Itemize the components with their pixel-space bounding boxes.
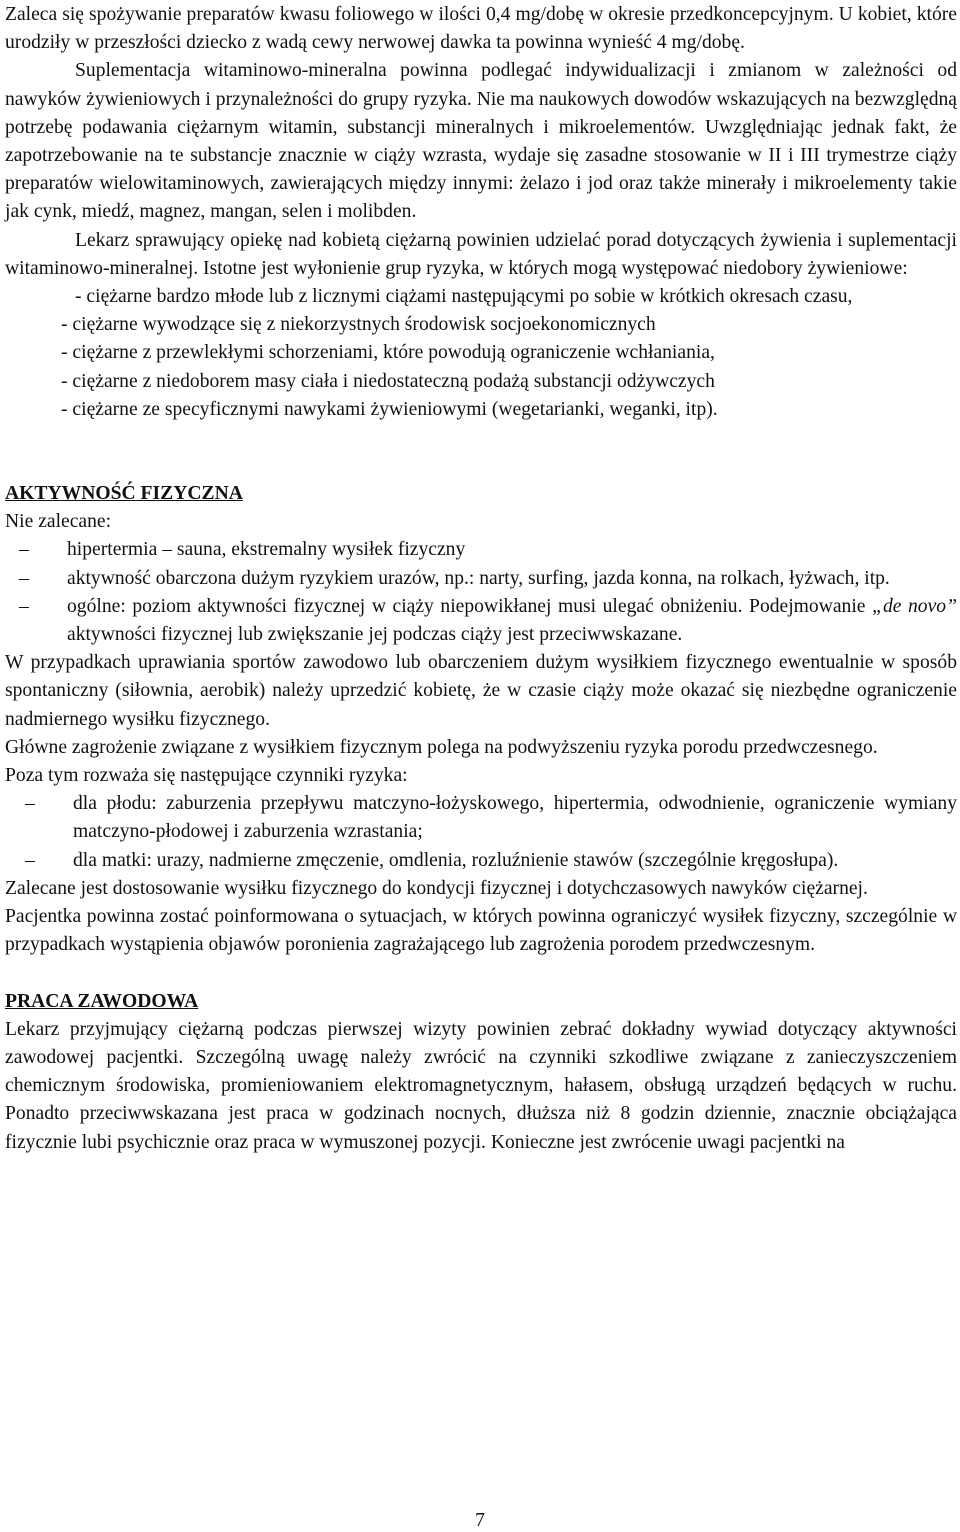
- not-recommended-item: [5, 536, 957, 564]
- not-recommended-item-text: hipertermia – sauna, ekstremalny wysiłek fizyczny: [67, 539, 466, 561]
- work-paragraph: Lekarz przyjmujący ciężarną podczas pierwszej wizyty powinien zebrać dokładny wywiad dotyczący aktywności zawodowej pacjentki. Szczególną uwagę należy zwrócić na czynniki szkodliwe związane z zanieczyszczeniem chemicznym środowiska, promieniowaniem elektromagnetycznym, hałasem, obsługą urządzeń będących w ruchu. Ponadto przeciwwskazana jest praca w godzinach nocnych, dłuższa niż 8 godzin dziennie, znacznie obciążająca fizycznie lubi psychicznie oraz praca w wymuszonej pozycji. Konieczne jest zwrócenie uwagi pacjentki na: [5, 1018, 957, 1153]
- recommended-paragraph: Zalecane jest dostosowanie wysiłku fizycznego do kondycji fizycznej i dotychczasowych nawyków ciężarnej.: [5, 877, 868, 899]
- general-activity-text: [67, 596, 957, 645]
- risk-group-item: - ciężarne ze specyficznymi nawykami żywieniowymi (wegetarianki, weganki, itp).: [61, 398, 718, 420]
- dash-bullet: –: [19, 595, 29, 617]
- risk-factors-intro: Poza tym rozważa się następujące czynniki ryzyka:: [5, 765, 408, 787]
- doctor-advice-paragraph: Lekarz sprawujący opiekę nad kobietą ciężarną powinien udzielać porad dotyczących żywienia i suplementacji witaminowo-mineralnej. Istotne jest wyłonienie grup ryzyka, w których mogą występować niedobory żywieniowe:: [5, 229, 957, 279]
- risk-group-item: - ciężarne wywodzące się z niekorzystnych środowisk socjoekonomicznych: [61, 314, 656, 336]
- not-recommended-item: [5, 593, 957, 649]
- risk-groups-list: [5, 283, 957, 424]
- folic-acid-paragraph: Zaleca się spożywanie preparatów kwasu foliowego w ilości 0,4 mg/dobę w okresie przedkoncepcyjnym. U kobiet, które urodziły w przeszłości dziecko z wadą cewy nerwowej dawka ta powinna wynieść 4 mg/dobę.: [5, 4, 957, 54]
- sport-paragraph: W przypadkach uprawiania sportów zawodowo lub obarczeniem dużym wysiłkiem fizycznego ewentualnie w sposób spontaniczny (siłownia, aerobik) należy uprzedzić kobietę, że w czasie ciąży może okazać się niezbędne ograniczenie nadmiernego wysiłku fizycznego.: [5, 652, 957, 730]
- inform-patient-paragraph: Pacjentka powinna zostać poinformowana o sytuacjach, w których powinna ograniczyć wysiłek fizyczny, szczególnie w przypadkach wystąpienia objawów poronienia zagrażającego lub zagrożenia porodem przedwczesnym.: [5, 906, 957, 956]
- main-threat-paragraph: Główne zagrożenie związane z wysiłkiem fizycznym polega na podwyższeniu ryzyka porodu przedwczesnego.: [5, 736, 878, 758]
- risk-factor-text: dla matki: urazy, nadmierne zmęczenie, omdlenia, rozluźnienie stawów (szczególnie kręgosłupa).: [73, 849, 839, 871]
- not-recommended-item-text: aktywność obarczona dużym ryzykiem urazów, np.: narty, surfing, jazda konna, na rolkach, łyżwach, itp.: [67, 567, 890, 589]
- risk-factor-item: [5, 847, 957, 875]
- section-spacer: [5, 424, 957, 480]
- risk-factor-item: [5, 790, 957, 846]
- physical-activity-heading: AKTYWNOŚĆ FIZYCZNA: [5, 483, 243, 505]
- dash-bullet: –: [19, 567, 29, 589]
- not-recommended-item: [5, 565, 957, 593]
- supplementation-paragraph: Suplementacja witaminowo-mineralna powinna podlegać indywidualizacji i zmianom w zależności od nawyków żywieniowych i przynależności do grupy ryzyka. Nie ma naukowych dowodów wskazujących na bezwzględną potrzebę podawania ciężarnym witamin, substancji mineralnych i mikroelementów. Uwzględniając jednak fakt, że zapotrzebowanie na te substancje znacznie w ciąży wzrasta, wydaje się zasadne stosowanie w II i III trymestrze ciąży preparatów wielowitaminowych, zawierających między innymi: żelazo i jod oraz także minerały i mikroelementy takie jak cynk, miedź, magnez, mangan, selen i molibden.: [5, 60, 957, 223]
- page-content: [5, 1, 957, 1157]
- general-activity-text-a: ogólne: poziom aktywności fizycznej w ciąży niepowikłanej musi ulegać obniżeniu. Podejmowanie: [67, 595, 873, 617]
- section-spacer: [5, 960, 957, 988]
- risk-factors-list: [5, 790, 957, 875]
- risk-group-item: - ciężarne bardzo młode lub z licznymi ciążami następującymi po sobie w krótkich okresach czasu,: [75, 286, 853, 308]
- work-heading: PRACA ZAWODOWA: [5, 990, 199, 1012]
- not-recommended-label: Nie zalecane:: [5, 511, 112, 533]
- not-recommended-list: [5, 536, 957, 649]
- dash-bullet: –: [25, 849, 35, 871]
- dash-bullet: –: [19, 539, 29, 561]
- dash-bullet: –: [25, 793, 35, 815]
- risk-factor-text: dla płodu: zaburzenia przepływu matczyno-łożyskowego, hipertermia, odwodnienie, ograniczenie wymiany matczyno-płodowej i zaburzenia wzrastania;: [73, 793, 957, 843]
- risk-group-item: - ciężarne z przewlekłymi schorzeniami, które powodują ograniczenie wchłaniania,: [61, 342, 715, 364]
- general-activity-text-b: aktywności fizycznej lub zwiększanie jej podczas ciąży jest przeciwwskazane.: [67, 624, 683, 646]
- page-number: 7: [475, 1510, 485, 1531]
- risk-group-item: - ciężarne z niedoborem masy ciała i niedostateczną podażą substancji odżywczych: [61, 370, 715, 392]
- de-novo-emphasis: „de novo”: [872, 595, 957, 617]
